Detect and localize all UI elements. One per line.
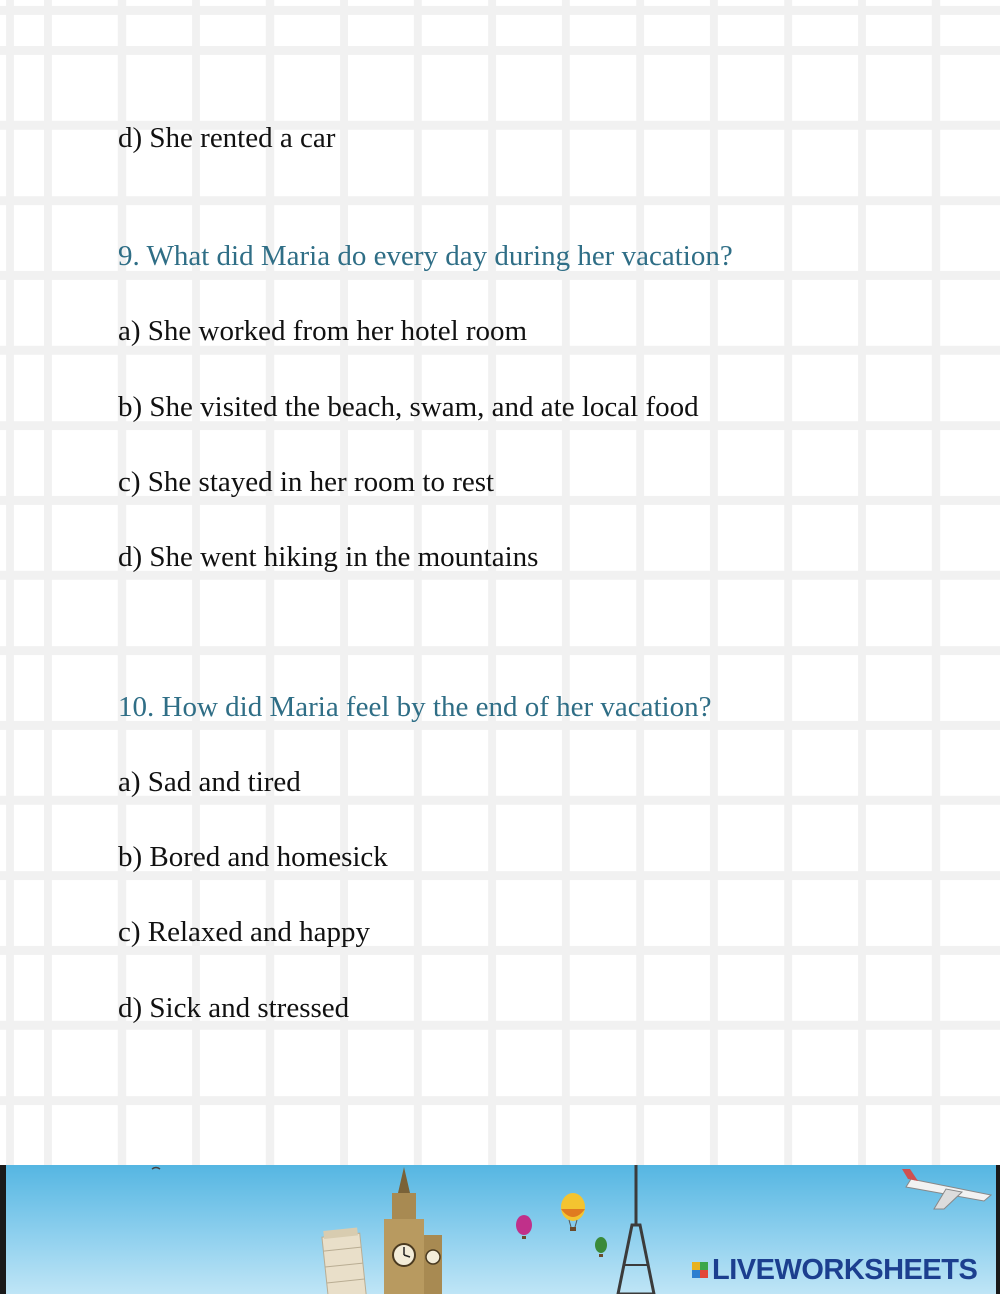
airplane-icon (902, 1169, 991, 1209)
hot-air-balloon-icon (561, 1193, 585, 1231)
q9-option-a: a) She worked from her hotel room (118, 315, 528, 347)
hot-air-balloon-icon (516, 1215, 532, 1239)
liveworksheets-mark-icon (692, 1262, 708, 1278)
q9-option-c: c) She stayed in her room to rest (118, 466, 495, 498)
q9-option-d: d) She went hiking in the mountains (118, 541, 539, 573)
q10-option-a: a) Sad and tired (118, 766, 301, 798)
q9-question: 9. What did Maria do every day during her vacation? (118, 240, 733, 272)
clock-tower-icon (384, 1167, 442, 1294)
q10-question: 10. How did Maria feel by the end of her vacation? (118, 691, 712, 723)
leaning-tower-icon (321, 1227, 367, 1294)
q10-option-b: b) Bored and homesick (118, 841, 388, 873)
q10-option-d: d) Sick and stressed (118, 992, 350, 1024)
q9-option-b: b) She visited the beach, swam, and ate local food (118, 391, 699, 423)
q8-option-d: d) She rented a car (118, 122, 336, 154)
bird-icon (152, 1168, 160, 1170)
q10-option-c: c) Relaxed and happy (118, 916, 371, 948)
eiffel-tower-icon (618, 1165, 654, 1294)
hot-air-balloon-icon (595, 1237, 607, 1257)
liveworksheets-brand: LIVEWORKSHEETS (712, 1254, 978, 1286)
liveworksheets-logo[interactable] (692, 1253, 977, 1287)
